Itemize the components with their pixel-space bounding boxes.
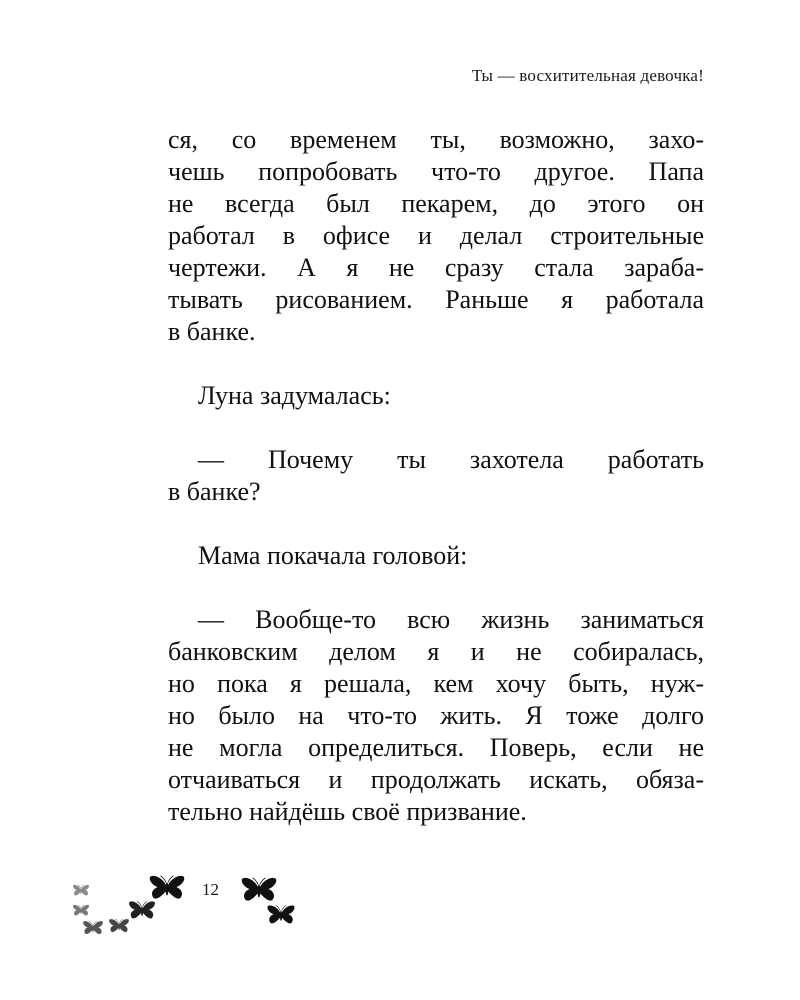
- text-line: отчаиваться и продолжать искать, обяза-: [168, 765, 704, 794]
- text-line: но пока я решала, кем хочу быть, нуж-: [168, 669, 704, 698]
- butterfly-icon: [240, 876, 278, 904]
- butterfly-icon: [72, 884, 90, 897]
- butterfly-icon: [148, 874, 186, 902]
- butterfly-icon: [72, 904, 90, 917]
- text-line: чертежи. А я не сразу стала зараба-: [168, 253, 704, 282]
- text-line: Мама покачала головой:: [198, 541, 468, 570]
- paragraph-gap: [168, 412, 704, 444]
- running-header: Ты — восхитительная девочка!: [471, 66, 704, 85]
- text-line: в банке.: [168, 317, 256, 346]
- text-line: но было на что-то жить. Я тоже долго: [168, 701, 704, 730]
- text-line: не всегда был пекарем, до этого он: [168, 189, 704, 218]
- text-line: не могла определиться. Поверь, если не: [168, 733, 704, 762]
- text-line: — Вообще-то всю жизнь заниматься: [198, 605, 704, 634]
- page-text: [168, 124, 704, 828]
- butterfly-icon: [108, 918, 130, 934]
- paragraph-gap: [168, 348, 704, 380]
- paragraph-gap: [168, 572, 704, 604]
- text-line: в банке?: [168, 477, 261, 506]
- text-line: — Почему ты захотела работать: [198, 445, 704, 474]
- butterfly-icon: [266, 904, 296, 926]
- text-line: работал в офисе и делал строительные: [168, 221, 704, 250]
- text-line: тельно найдёшь своё призвание.: [168, 797, 527, 826]
- text-line: тывать рисованием. Раньше я работала: [168, 285, 704, 314]
- page-number: 12: [202, 880, 219, 899]
- butterfly-icon: [82, 920, 104, 936]
- paragraph-gap: [168, 508, 704, 540]
- text-line: Луна задумалась:: [198, 381, 391, 410]
- text-line: банковским делом я и не собиралась,: [168, 637, 704, 666]
- text-line: ся, со временем ты, возможно, захо-: [168, 125, 704, 154]
- butterfly-icon: [128, 900, 156, 921]
- text-line: чешь попробовать что-то другое. Папа: [168, 157, 704, 186]
